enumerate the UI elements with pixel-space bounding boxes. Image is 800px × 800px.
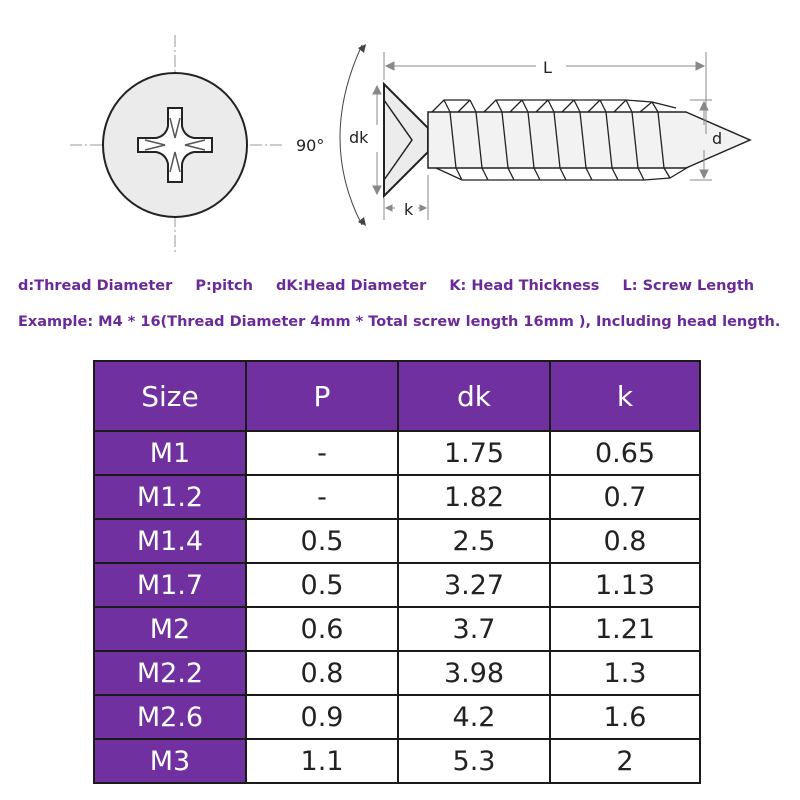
- table-row: [94, 563, 700, 607]
- table-row: [94, 651, 700, 695]
- table-row: [94, 695, 700, 739]
- screw-head-top-view: [70, 35, 282, 252]
- cell-size: M2: [94, 607, 246, 651]
- cell-p: -: [246, 475, 398, 519]
- screw-side-view: [384, 84, 750, 196]
- table-row: [94, 519, 700, 563]
- cell-k: 0.65: [550, 431, 700, 475]
- screw-diagram: [0, 0, 800, 270]
- cell-p: -: [246, 431, 398, 475]
- cell-k: 1.13: [550, 563, 700, 607]
- header-p: P: [246, 361, 398, 431]
- table-row: [94, 475, 700, 519]
- cell-p: 1.1: [246, 739, 398, 783]
- angle-label: 90°: [296, 136, 325, 155]
- cell-k: 0.8: [550, 519, 700, 563]
- cell-size: M1: [94, 431, 246, 475]
- table-row: [94, 739, 700, 783]
- cell-p: 0.5: [246, 563, 398, 607]
- header-dk: dk: [398, 361, 550, 431]
- cell-dk: 3.27: [398, 563, 550, 607]
- cell-k: 2: [550, 739, 700, 783]
- cell-k: 1.6: [550, 695, 700, 739]
- cell-dk: 1.82: [398, 475, 550, 519]
- cell-p: 0.8: [246, 651, 398, 695]
- cell-dk: 4.2: [398, 695, 550, 739]
- cell-dk: 5.3: [398, 739, 550, 783]
- dk-label: dk: [349, 128, 369, 147]
- cell-dk: 2.5: [398, 519, 550, 563]
- legend-item-k: K: Head Thickness: [449, 278, 600, 294]
- d-label: d: [712, 129, 723, 148]
- cell-p: 0.5: [246, 519, 398, 563]
- cell-dk: 3.7: [398, 607, 550, 651]
- table-row: [94, 607, 700, 651]
- legend-item-l: L: Screw Length: [622, 278, 755, 294]
- header-size: Size: [94, 361, 246, 431]
- cell-size: M1.4: [94, 519, 246, 563]
- legend-item-dk: dK:Head Diameter: [276, 278, 427, 294]
- cell-size: M1.7: [94, 563, 246, 607]
- cell-p: 0.9: [246, 695, 398, 739]
- dimension-legend: [18, 278, 772, 294]
- legend-item-d: d:Thread Diameter: [18, 278, 173, 294]
- cell-size: M1.2: [94, 475, 246, 519]
- cell-dk: 1.75: [398, 431, 550, 475]
- header-k: k: [550, 361, 700, 431]
- table-row: [94, 431, 700, 475]
- size-spec-table: [93, 360, 701, 784]
- cell-k: 1.3: [550, 651, 700, 695]
- k-label: k: [404, 200, 414, 219]
- table-header-row: [94, 361, 700, 431]
- cell-dk: 3.98: [398, 651, 550, 695]
- cell-size: M3: [94, 739, 246, 783]
- cell-k: 1.21: [550, 607, 700, 651]
- cell-size: M2.6: [94, 695, 246, 739]
- L-label: L: [543, 58, 552, 77]
- cell-k: 0.7: [550, 475, 700, 519]
- cell-p: 0.6: [246, 607, 398, 651]
- example-note: Example: M4 * 16(Thread Diameter 4mm * Total screw length 16mm ), Including head length.: [18, 314, 781, 330]
- legend-item-p: P:pitch: [195, 278, 253, 294]
- dimension-dk: [373, 86, 381, 194]
- cell-size: M2.2: [94, 651, 246, 695]
